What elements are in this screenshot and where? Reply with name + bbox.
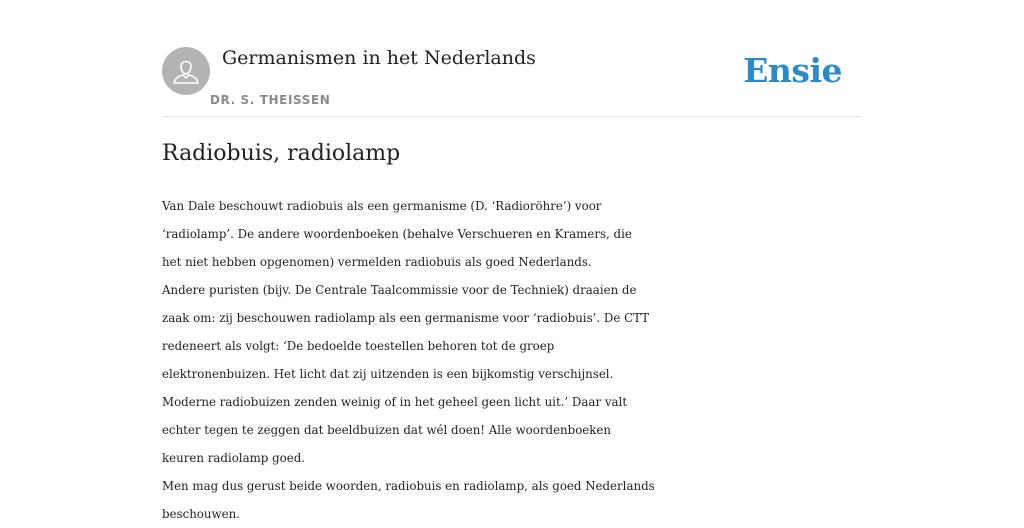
book-title[interactable]: Germanismen in het Nederlands [222, 47, 536, 69]
author-name[interactable]: DR. S. THEISSEN [210, 93, 331, 107]
user-avatar-icon[interactable] [162, 47, 210, 95]
body-line: Andere puristen (bijv. De Centrale Taalcommissie voor de Techniek) draaien de [162, 283, 637, 297]
body-line: beschouwen. [162, 507, 240, 521]
body-line: echter tegen te zeggen dat beeldbuizen dat wél doen! Alle woordenboeken [162, 423, 612, 437]
body-line: Men mag dus gerust beide woorden, radiobuis en radiolamp, als goed Nederlands [162, 479, 655, 493]
article-body [162, 192, 872, 528]
body-line: redeneert als volgt: ‘De bedoelde toestellen behoren tot de groep [162, 339, 555, 353]
body-line: keuren radiolamp goed. [162, 451, 306, 465]
body-line: het niet hebben opgenomen) vermelden radiobuis als goed Nederlands. [162, 255, 592, 269]
body-line: ‘radiolamp’. De andere woordenboeken (behalve Verschueren en Kramers, die [162, 227, 632, 241]
body-line: Van Dale beschouwt radiobuis als een germanisme (D. ‘Radioröhre’) voor [162, 199, 602, 213]
body-line: zaak om: zij beschouwen radiolamp als een germanisme voor ‘radiobuis’. De CTT [162, 311, 650, 325]
ensie-logo[interactable]: Ensie [743, 51, 842, 90]
body-line: elektronenbuizen. Het licht dat zij uitzenden is een bijkomstig verschijnsel. [162, 367, 614, 381]
article-header [162, 46, 862, 117]
article-title: Radiobuis, radiolamp [162, 141, 401, 166]
body-line: Moderne radiobuizen zenden weinig of in het geheel geen licht uit.’ Daar valt [162, 395, 628, 409]
